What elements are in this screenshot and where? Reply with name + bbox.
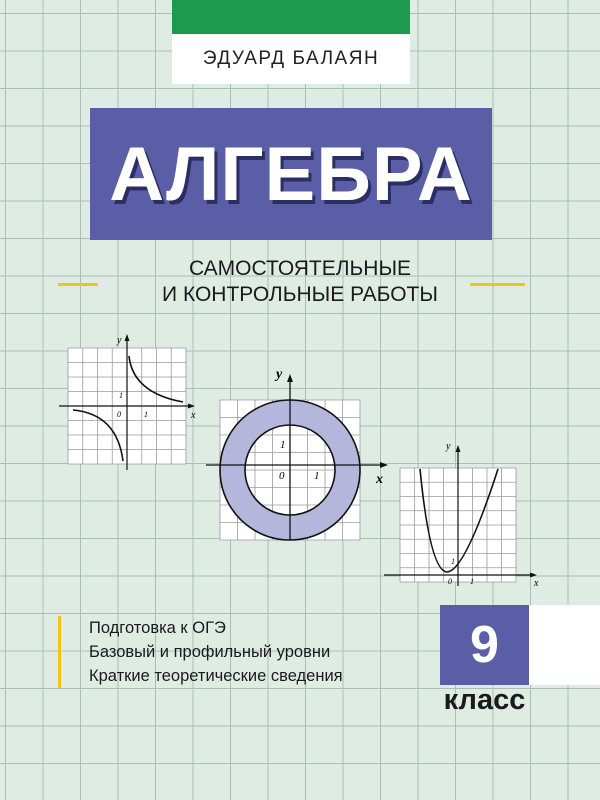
- feature-item: Подготовка к ОГЭ: [89, 619, 226, 637]
- hyperbola-x-arrow: [188, 404, 195, 409]
- parabola-x-arrow: [530, 573, 537, 578]
- feature-item: Краткие теоретические сведения: [89, 667, 343, 685]
- parabola-y-arrow: [456, 445, 461, 452]
- parabola-origin-label: 0: [448, 577, 452, 586]
- hyperbola-graph: [55, 328, 205, 470]
- parabola-x-label: x: [534, 578, 539, 588]
- grade-label: класс: [443, 684, 526, 716]
- hyperbola-origin-label: 0: [117, 410, 121, 419]
- subtitle: [100, 256, 500, 308]
- ring-y-arrow: [287, 374, 293, 382]
- hyperbola-x-label: x: [191, 410, 196, 421]
- ring-graph: [200, 362, 400, 544]
- author-box: [172, 34, 410, 84]
- hyperbola-y-label: y: [117, 335, 122, 346]
- author-name: ЭДУАРД БАЛАЯН: [202, 48, 380, 69]
- ring-origin-label: 0: [279, 470, 285, 482]
- hyperbola-unit-y-label: 1: [119, 391, 123, 400]
- parabola-unit-y-label: 1: [451, 557, 455, 566]
- features-list: [58, 616, 343, 688]
- book-title: АЛГЕБРА: [109, 131, 473, 217]
- parabola-graph: [380, 436, 548, 588]
- ring-y-label: y: [276, 367, 283, 382]
- subtitle-line-1: САМОСТОЯТЕЛЬНЫЕ: [188, 257, 412, 280]
- top-green-strip: [172, 0, 410, 34]
- grade-box: [440, 605, 529, 685]
- grade-white-panel: [529, 605, 600, 685]
- feature-item: Базовый и профильный уровни: [89, 643, 331, 661]
- ring-unit-x-label: 1: [314, 470, 320, 482]
- grade-number: 9: [470, 616, 499, 674]
- title-box: [90, 108, 492, 240]
- parabola-y-label: y: [446, 441, 451, 452]
- ring-unit-y-label: 1: [280, 439, 286, 451]
- ring-x-label: x: [376, 472, 383, 487]
- parabola-unit-x-label: 1: [470, 577, 474, 586]
- left-yellow-dash: [58, 283, 98, 286]
- subtitle-line-2: И КОНТРОЛЬНЫЕ РАБОТЫ: [162, 283, 438, 306]
- hyperbola-unit-x-label: 1: [144, 410, 148, 419]
- hyperbola-y-arrow: [125, 334, 130, 341]
